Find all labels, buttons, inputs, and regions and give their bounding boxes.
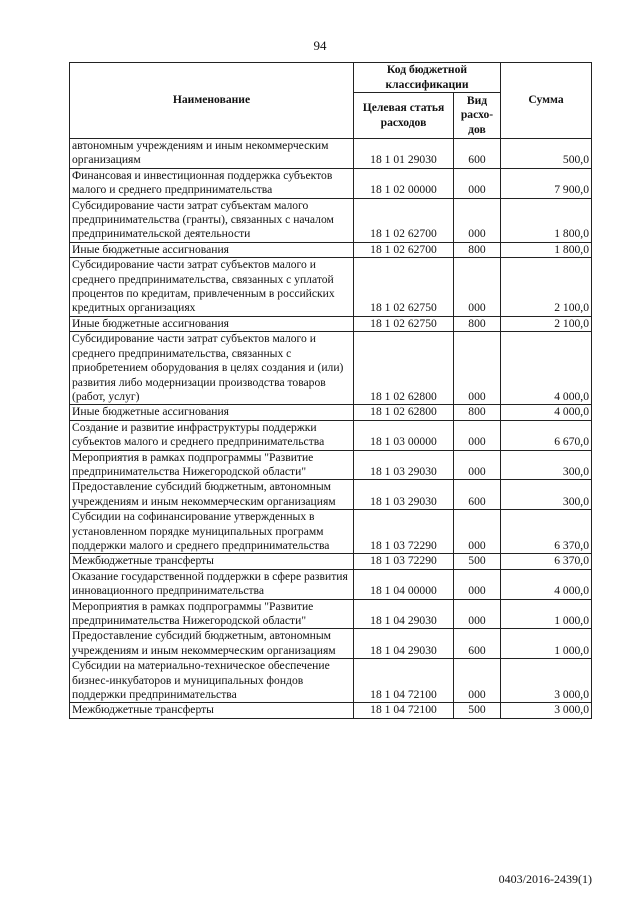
table-row bbox=[70, 703, 592, 718]
header-classification: Код бюджетной классификации bbox=[354, 63, 501, 93]
row-expense-type: 000 bbox=[454, 510, 501, 554]
row-sum: 7 900,0 bbox=[501, 168, 592, 198]
row-sum: 300,0 bbox=[501, 450, 592, 480]
table-row bbox=[70, 420, 592, 450]
table-row bbox=[70, 405, 592, 420]
row-name: Межбюджетные трансферты bbox=[70, 554, 354, 569]
table-row bbox=[70, 569, 592, 599]
row-name: Иные бюджетные ассигнования bbox=[70, 316, 354, 331]
row-sum: 6 370,0 bbox=[501, 554, 592, 569]
table-row bbox=[70, 198, 592, 242]
row-name: Субсидии на софинансирование утвержденных в установленном порядке муниципальных программ поддержки малого и среднего предпринимательства bbox=[70, 510, 354, 554]
table-row bbox=[70, 480, 592, 510]
row-target-article: 18 1 04 00000 bbox=[354, 569, 454, 599]
row-sum: 2 100,0 bbox=[501, 258, 592, 317]
row-expense-type: 000 bbox=[454, 332, 501, 405]
row-name: Субсидирование части затрат субъектов малого и среднего предпринимательства, связанных с уплатой процентов по кредитам, привлеченным в российских кредитных организациях bbox=[70, 258, 354, 317]
table-row bbox=[70, 554, 592, 569]
row-name: Предоставление субсидий бюджетным, автономным учреждениям и иным некоммерческим организациям bbox=[70, 629, 354, 659]
table-row bbox=[70, 510, 592, 554]
row-target-article: 18 1 01 29030 bbox=[354, 139, 454, 169]
row-target-article: 18 1 03 72290 bbox=[354, 554, 454, 569]
row-target-article: 18 1 03 72290 bbox=[354, 510, 454, 554]
row-name: Субсидии на материально-техническое обеспечение бизнес-инкубаторов и муниципальных фондов поддержки предпринимательства bbox=[70, 659, 354, 703]
row-sum: 3 000,0 bbox=[501, 659, 592, 703]
row-name: Создание и развитие инфраструктуры поддержки субъектов малого и среднего предпринимательства bbox=[70, 420, 354, 450]
row-expense-type: 800 bbox=[454, 242, 501, 257]
row-expense-type: 500 bbox=[454, 703, 501, 718]
row-target-article: 18 1 04 29030 bbox=[354, 599, 454, 629]
row-sum: 1 000,0 bbox=[501, 599, 592, 629]
row-target-article: 18 1 04 72100 bbox=[354, 659, 454, 703]
row-name: Оказание государственной поддержки в сфере развития инновационного предпринимательства bbox=[70, 569, 354, 599]
row-sum: 1 800,0 bbox=[501, 242, 592, 257]
table-row bbox=[70, 450, 592, 480]
table-row bbox=[70, 258, 592, 317]
row-expense-type: 000 bbox=[454, 450, 501, 480]
row-sum: 6 670,0 bbox=[501, 420, 592, 450]
row-expense-type: 000 bbox=[454, 420, 501, 450]
row-name: Мероприятия в рамках подпрограммы "Развитие предпринимательства Нижегородской области" bbox=[70, 599, 354, 629]
row-sum: 300,0 bbox=[501, 480, 592, 510]
row-target-article: 18 1 04 72100 bbox=[354, 703, 454, 718]
row-sum: 3 000,0 bbox=[501, 703, 592, 718]
row-target-article: 18 1 04 29030 bbox=[354, 629, 454, 659]
row-expense-type: 000 bbox=[454, 258, 501, 317]
table-row bbox=[70, 659, 592, 703]
table-row bbox=[70, 139, 592, 169]
row-sum: 4 000,0 bbox=[501, 405, 592, 420]
row-sum: 500,0 bbox=[501, 139, 592, 169]
table-row bbox=[70, 316, 592, 331]
row-expense-type: 600 bbox=[454, 629, 501, 659]
document-code: 0403/2016-2439(1) bbox=[498, 872, 592, 886]
row-expense-type: 000 bbox=[454, 198, 501, 242]
row-expense-type: 000 bbox=[454, 659, 501, 703]
row-target-article: 18 1 02 62750 bbox=[354, 258, 454, 317]
row-expense-type: 800 bbox=[454, 316, 501, 331]
row-sum: 1 800,0 bbox=[501, 198, 592, 242]
row-target-article: 18 1 02 62800 bbox=[354, 332, 454, 405]
row-name: Предоставление субсидий бюджетным, автономным учреждениям и иным некоммерческим организациям bbox=[70, 480, 354, 510]
header-target-article: Целевая статья расходов bbox=[354, 93, 454, 139]
row-sum: 4 000,0 bbox=[501, 332, 592, 405]
row-target-article: 18 1 03 00000 bbox=[354, 420, 454, 450]
row-target-article: 18 1 03 29030 bbox=[354, 450, 454, 480]
table-row bbox=[70, 168, 592, 198]
row-target-article: 18 1 02 62750 bbox=[354, 316, 454, 331]
row-expense-type: 000 bbox=[454, 168, 501, 198]
budget-table bbox=[69, 62, 592, 719]
row-name: Субсидирование части затрат субъектам малого предпринимательства (гранты), связанных с началом предпринимательской деятельности bbox=[70, 198, 354, 242]
row-name: Межбюджетные трансферты bbox=[70, 703, 354, 718]
row-target-article: 18 1 02 62800 bbox=[354, 405, 454, 420]
page-number: 94 bbox=[313, 38, 327, 53]
row-expense-type: 000 bbox=[454, 599, 501, 629]
row-expense-type: 600 bbox=[454, 480, 501, 510]
table-row bbox=[70, 599, 592, 629]
row-expense-type: 500 bbox=[454, 554, 501, 569]
row-sum: 1 000,0 bbox=[501, 629, 592, 659]
row-target-article: 18 1 02 00000 bbox=[354, 168, 454, 198]
table-row bbox=[70, 629, 592, 659]
table-row bbox=[70, 242, 592, 257]
row-target-article: 18 1 02 62700 bbox=[354, 242, 454, 257]
table-row bbox=[70, 332, 592, 405]
row-name: Субсидирование части затрат субъектов малого и среднего предпринимательства, связанных с приобретением оборудования в целях создания и (или) развития либо модернизации производства товаров (работ, услуг) bbox=[70, 332, 354, 405]
row-name: автономным учреждениям и иным некоммерческим организациям bbox=[70, 139, 354, 169]
row-target-article: 18 1 03 29030 bbox=[354, 480, 454, 510]
header-sum: Сумма bbox=[501, 63, 592, 139]
row-expense-type: 800 bbox=[454, 405, 501, 420]
row-name: Иные бюджетные ассигнования bbox=[70, 405, 354, 420]
header-name: Наименование bbox=[70, 63, 354, 139]
row-name: Финансовая и инвестиционная поддержка субъектов малого и среднего предпринимательства bbox=[70, 168, 354, 198]
row-name: Иные бюджетные ассигнования bbox=[70, 242, 354, 257]
row-sum: 4 000,0 bbox=[501, 569, 592, 599]
row-expense-type: 600 bbox=[454, 139, 501, 169]
row-sum: 2 100,0 bbox=[501, 316, 592, 331]
row-target-article: 18 1 02 62700 bbox=[354, 198, 454, 242]
row-name: Мероприятия в рамках подпрограммы "Развитие предпринимательства Нижегородской области" bbox=[70, 450, 354, 480]
row-sum: 6 370,0 bbox=[501, 510, 592, 554]
row-expense-type: 000 bbox=[454, 569, 501, 599]
header-expense-type: Вид расхо-дов bbox=[454, 93, 501, 139]
